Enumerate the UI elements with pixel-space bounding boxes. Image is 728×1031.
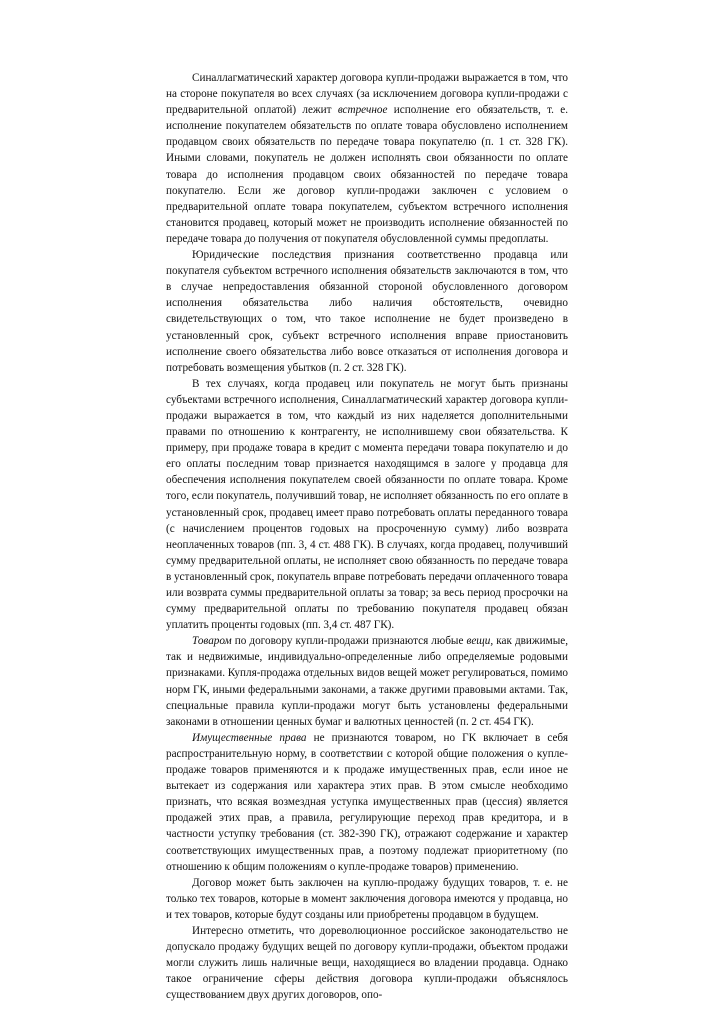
emphasis-veshchi: вещи, bbox=[466, 635, 494, 648]
text-run: Юридические последствия признания соответственно продавца или покупателя субъектом встречного исполнения обязательств заключаются в том, что в случае непредоставления обязанной стороной обусловленного договором исполнения обязательства либо наличия обстоятельств, очевидно свидетельствующих о том, что такое исполнение не будет произведено в установленный срок, субъект встречного исполнения вправе приостановить исполнение своего обязательства либо вовсе отказаться от исполнения договора и потребовать возмещения убытков (п. 2 ст. 328 ГК). bbox=[166, 249, 568, 374]
paragraph-additional-rights bbox=[166, 376, 568, 634]
emphasis-vstrechnoe: встречное bbox=[337, 104, 388, 117]
emphasis-tovarom: Товаром bbox=[192, 635, 232, 648]
text-run: Договор может быть заключен на куплю-продажу будущих товаров, т. е. не только тех товаров, которые в момент заключения договора имеются у продавца, но и тех товаров, которые будут созданы или приобретены продавцом в будущем. bbox=[166, 876, 568, 921]
text-run: Интересно отметить, что дореволюционное российское законодательство не допускало продажу будущих вещей по договору купли-продажи, объектом продажи могли служить лишь наличные вещи, находящиеся во владении продавца. Однако такое ограничение сферы действия договора купли-продажи объяснялось существованием двух других договоров, опо- bbox=[166, 924, 568, 1002]
document-page bbox=[166, 70, 568, 1003]
paragraph-prerevolutionary-law bbox=[166, 923, 568, 1003]
paragraph-goods-definition bbox=[166, 633, 568, 730]
paragraph-synallagmatic-character bbox=[166, 70, 568, 247]
text-run: Синаллагматический характер договора купли-продажи выражается в том, что на стороне покупателя во всех случаях (за исключением договора купли-продажи с предварительной оплатой) лежит bbox=[166, 72, 568, 117]
text-run: исполнение его обязательств, т. е. исполнение покупателем обязательств по оплате товара обусловлено исполнением продавцом своих обязательств по передаче товара покупателю (п. 1 ст. 328 ГК). Иными словами, покупатель не должен исполнять свои обязанности по оплате товара до исполнения продавцом своих обязанностей по передаче товара покупателю. Если же договор купли-продажи заключен с условием о предварительной оплате товара покупателем, субъектом встречного исполнения становится продавец, который может не производить исполнение обязанностей по передаче товара до получения от покупателя обусловленной суммы предоплаты. bbox=[166, 104, 569, 245]
text-run: как движимые, так и недвижимые, индивидуально-определенные либо определяемые родовыми признаками. Купля-продажа отдельных видов вещей может регулироваться, помимо норм ГК, иными федеральными законами, а также другими правовыми актами. Так, специальные правила купли-продажи могут быть установлены федеральными законами в отношении ценных бумаг и валютных ценностей (п. 2 ст. 454 ГК). bbox=[166, 635, 568, 728]
paragraph-legal-consequences bbox=[166, 247, 568, 376]
text-run: по договору купли-продажи признаются любые bbox=[231, 635, 467, 648]
paragraph-property-rights bbox=[166, 730, 568, 875]
emphasis-property-rights: Имущественные права bbox=[192, 731, 307, 744]
text-run: не признаются товаром, но ГК включает в себя распространительную норму, в соответствии с которой общие положения о купле-продаже товаров применяются и к продаже имущественных прав, если иное не вытекает из содержания или характера этих прав. В этом смысле необходимо признать, что всякая возмездная уступка имущественных прав (цессия) является продажей этих прав, а правила, регулирующие переход прав кредитора, и в частности уступку требования (ст. 382-390 ГК), отражают содержание и характер соответствующих имущественных прав, а поэтому подлежат приоритетному (по отношению к общим положениям о купле-продаже товаров) применению. bbox=[166, 731, 568, 873]
text-run: В тех случаях, когда продавец или покупатель не могут быть признаны субъектами встречного исполнения, Синаллагматический характер договора купли-продажи выражается в том, что каждый из них наделяется дополнительными правами по отношению к контрагенту, не исполнившему свои обязательства. К примеру, при продаже товара в кредит с момента передачи товара покупателю и до его оплаты последним товар признается находящимся в залоге у продавца для обеспечения исполнения покупателем своей обязанности по оплате товара. Кроме того, если покупатель, получивший товар, не исполняет обязанность по его оплате в установленный срок, продавец имеет право потребовать оплаты переданного товара (с начислением процентов годовых на просроченную сумму) либо возврата неоплаченных товаров (пп. 3, 4 ст. 488 ГК). В случаях, когда продавец, получивший сумму предварительной оплаты, не исполняет свою обязанность по передаче товара в установленный срок, покупатель вправе потребовать передачи оплаченного товара или возврата суммы предварительной оплаты за товар; за весь период просрочки на сумму предварительной оплаты по требованию покупателя продавец обязан уплатить проценты годовых (пп. 3,4 ст. 487 ГК). bbox=[166, 377, 568, 632]
paragraph-future-goods bbox=[166, 875, 568, 923]
